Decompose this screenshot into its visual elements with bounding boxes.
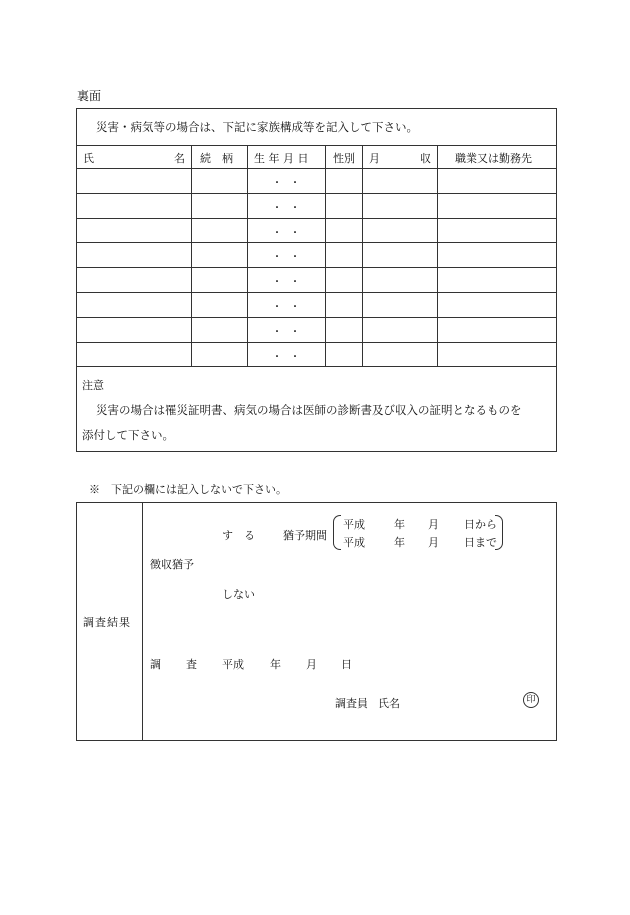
survey-side-label: 調査結果 [83,616,131,629]
survey-date-year: 年 [270,658,281,671]
survey-date-day: 日 [341,658,352,671]
table-header-bottom-rule [76,168,557,169]
notes-line-1: 災害の場合は罹災証明書、病気の場合は医師の診断書及び収入の証明となるものを [96,403,522,417]
table-row [76,366,557,367]
header-name-b: 名 [174,152,185,165]
survey-date-label-b: 査 [186,658,197,671]
table-header-top-rule [76,145,557,146]
survey-divider [142,502,143,741]
period-label: 猶予期間 [283,529,327,542]
table-row [76,218,557,219]
option-no: しない [222,588,255,601]
header-occupation: 職業又は勤務先 [455,152,532,165]
right-bracket [495,515,503,550]
birthdate-separator: ・・ [272,326,308,338]
birthdate-separator: ・・ [272,202,308,214]
birthdate-separator: ・・ [272,277,308,289]
inspector-label: 調査員 [335,697,368,710]
column-divider [247,145,248,367]
notes-line-2: 添付して下さい。 [82,428,174,442]
period-to-era: 平成 [343,536,365,549]
table-row [76,342,557,343]
table-row [76,193,557,194]
period-to-day: 日まで [464,536,497,549]
column-divider [191,145,192,367]
deferral-label: 徴収猶予 [150,558,194,571]
survey-date-era: 平成 [222,658,244,671]
notes-title: 注意 [82,379,104,392]
inspector-name-label: 氏名 [378,697,400,710]
left-bracket [333,515,341,550]
birthdate-separator: ・・ [272,227,308,239]
period-from-year: 年 [394,518,405,531]
page-side-label: 裏面 [77,89,102,103]
survey-date-month: 月 [306,658,317,671]
header-income-b: 収 [420,152,431,165]
birthdate-separator: ・・ [272,178,308,189]
column-divider [362,145,363,367]
birthdate-separator: ・・ [272,252,308,264]
table-row [76,317,557,318]
office-notice: ※ 下記の欄には記入しないで下さい。 [89,483,287,496]
option-yes: す る [222,529,255,542]
header-name-a: 氏 [83,152,94,165]
table-row [76,242,557,243]
table-row [76,267,557,268]
header-birthdate: 生 年 月 日 [254,152,309,165]
period-to-month: 月 [428,536,439,549]
column-divider [325,145,326,367]
survey-date-label-a: 調 [150,658,161,671]
period-from-month: 月 [428,518,439,531]
seal-mark [523,692,539,708]
header-income-a: 月 [369,152,380,165]
period-from-era: 平成 [343,518,365,531]
period-to-year: 年 [394,536,405,549]
header-relation: 続 柄 [200,152,233,165]
column-divider [437,145,438,367]
birthdate-separator: ・・ [272,351,308,363]
seal-text: 印 [526,695,536,705]
family-instruction: 災害・病気等の場合は、下記に家族構成等を記入して下さい。 [96,120,418,134]
header-gender: 性別 [333,152,355,165]
period-from-day: 日から [464,518,497,531]
birthdate-separator: ・・ [272,302,308,313]
table-row [76,292,557,293]
